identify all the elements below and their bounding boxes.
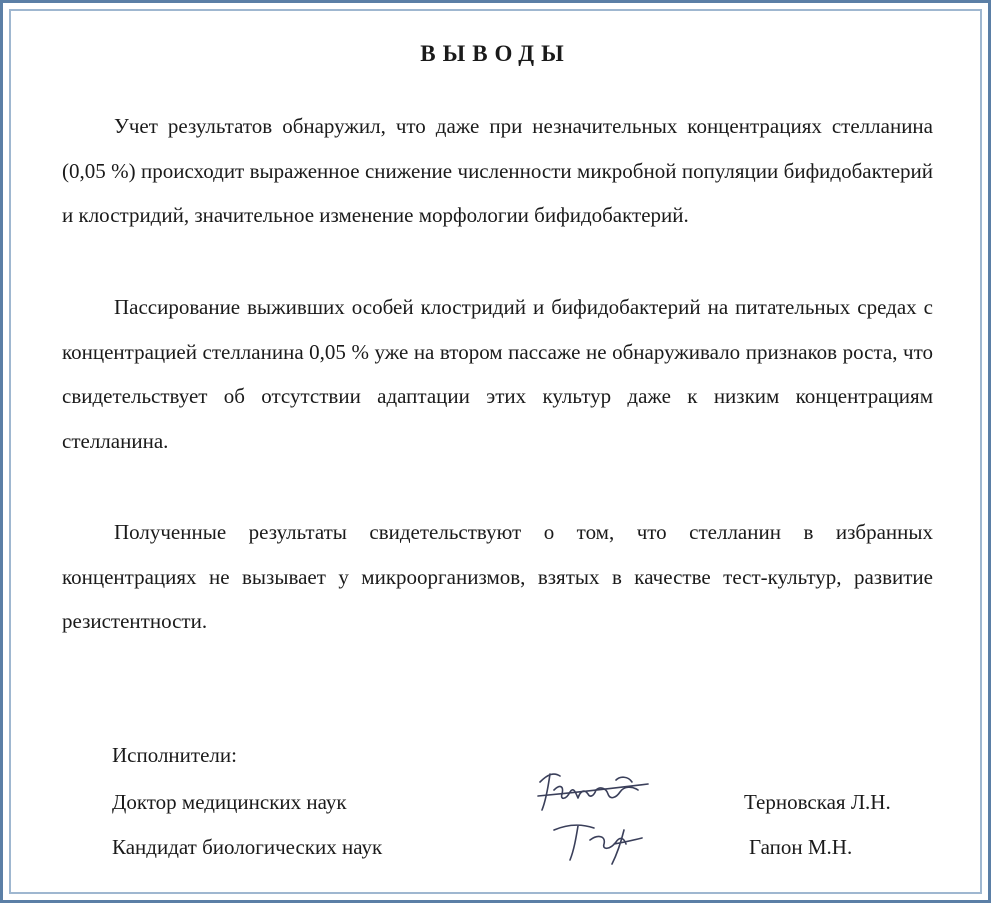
paragraph-2: Пассирование выживших особей клостридий и бифидобактерий на питательных средах с концентрацией стелланина 0,05 % уже на втором пассаже не обнаруживало признаков роста, что свидетельствует об отсутствии адаптации этих культур даже к низким концентрациям стелланина. bbox=[62, 295, 933, 453]
document-title: ВЫВОДЫ bbox=[420, 41, 571, 66]
handwritten-signatures bbox=[520, 760, 670, 870]
paragraph-3: Полученные результаты свидетельствуют о том, что стелланин в избранных концентрациях не вызывает у микроорганизмов, взятых в качестве тест-культур, развитие резистентности. bbox=[62, 520, 933, 633]
executor-name-1: Терновская Л.Н. bbox=[744, 790, 891, 814]
executors-heading: Исполнители: bbox=[112, 743, 237, 767]
executor-role-1: Доктор медицинских наук bbox=[112, 790, 347, 814]
executor-name-2: Гапон М.Н. bbox=[749, 835, 853, 859]
paragraph-1: Учет результатов обнаружил, что даже при незначительных концентрациях стелланина (0,05 %) происходит выраженное снижение численности микробной популяции бифидобактерий и клостридий, значительное изменение морфологии бифидобактерий. bbox=[62, 114, 933, 227]
executor-role-2: Кандидат биологических наук bbox=[112, 835, 383, 859]
